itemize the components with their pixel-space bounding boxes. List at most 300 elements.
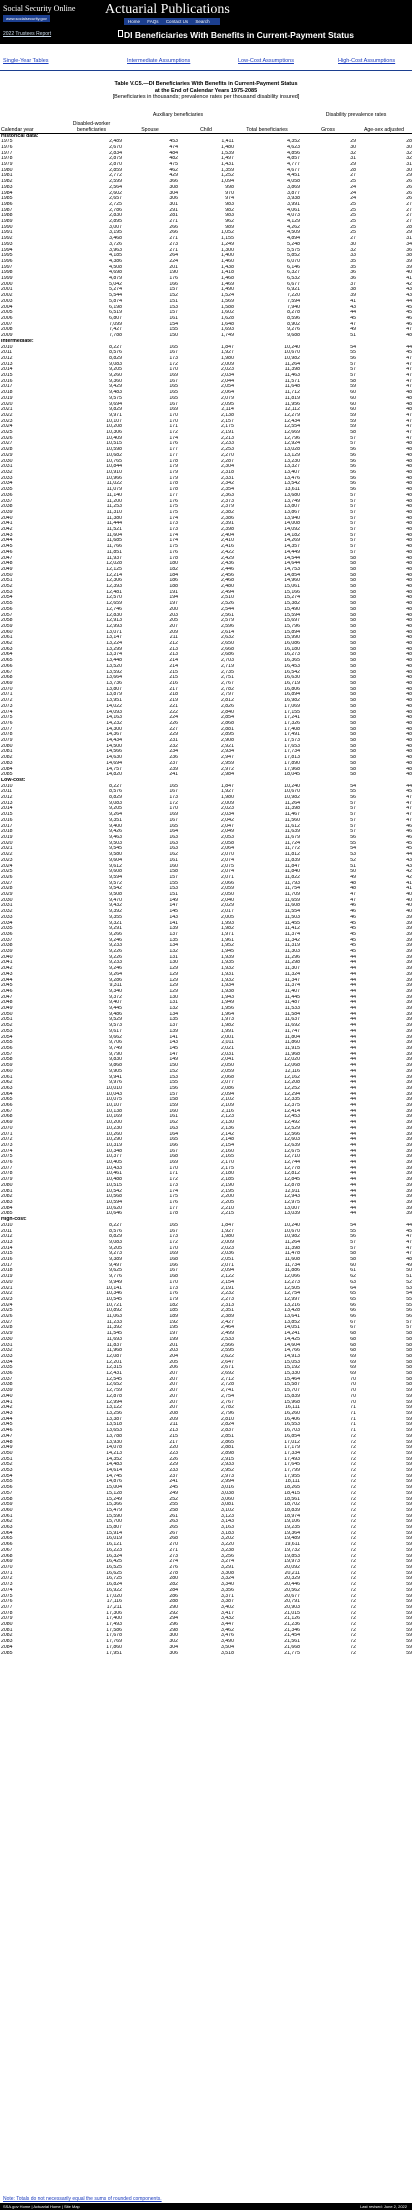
- table-cell: 59: [406, 1507, 412, 1513]
- table-cell: 9,426: [109, 829, 123, 835]
- table-cell: 10,346: [106, 1291, 123, 1297]
- table-cell: 2,053: [220, 834, 234, 840]
- table-cell: 40: [406, 897, 412, 903]
- table-cell: 35: [350, 258, 356, 264]
- table-cell: 59: [406, 1587, 412, 1593]
- table-cell: 167: [169, 817, 178, 823]
- table-cell: 48: [406, 601, 412, 607]
- table-cell: 12,554: [284, 424, 301, 430]
- table-cell: 2030: [1, 458, 13, 464]
- table-cell: 12,431: [106, 1371, 123, 1377]
- col-worker: Disabled-worker beneficiaries: [61, 119, 122, 133]
- table-cell: 48: [406, 652, 412, 658]
- table-cell: 165: [169, 384, 178, 390]
- table-cell: 44: [350, 966, 356, 972]
- site-footer: [0, 2203, 412, 2210]
- table-cell: 2085: [1, 772, 13, 778]
- table-caption: [0, 81, 412, 101]
- table-cell: 57: [350, 373, 356, 379]
- table-cell: 17,491: [284, 732, 301, 738]
- table-cell: 44: [350, 1182, 356, 1188]
- table-cell: 39: [406, 1177, 412, 1183]
- table-cell: 59: [406, 1502, 412, 1508]
- table-cell: 4,677: [287, 167, 301, 173]
- table-cell: 1997: [1, 264, 13, 270]
- table-cell: 2,041: [220, 1057, 234, 1063]
- table-cell: 15,590: [106, 1513, 123, 1519]
- table-cell: 2082: [1, 1194, 13, 1200]
- table-cell: 141: [169, 920, 178, 926]
- table-cell: 2,058: [220, 840, 234, 846]
- table-cell: 58: [350, 378, 356, 384]
- table-cell: 40: [406, 903, 412, 909]
- table-cell: 2,074: [220, 857, 234, 863]
- table-cell: 13,867: [284, 509, 301, 515]
- table-cell: 175: [169, 509, 178, 515]
- table-cell: 2072: [1, 698, 13, 704]
- table-cell: 48: [406, 618, 412, 624]
- table-cell: 11,968: [106, 1348, 123, 1354]
- table-cell: 11,724: [284, 840, 301, 846]
- table-cell: 13,542: [284, 481, 301, 487]
- table-cell: 2,868: [220, 720, 234, 726]
- table-cell: 3,447: [220, 1622, 234, 1628]
- table-cell: 39: [406, 914, 412, 920]
- table-cell: 233: [169, 1468, 178, 1474]
- table-cell: 2,952: [220, 1468, 234, 1474]
- site-name[interactable]: Social Security Online: [3, 4, 76, 13]
- tab-intermediate[interactable]: Intermediate Assumptions: [127, 58, 191, 64]
- table-cell: 11,937: [106, 555, 123, 561]
- table-cell: 168: [169, 1274, 178, 1280]
- table-cell: 10,290: [106, 1137, 123, 1143]
- table-cell: 11,374: [284, 931, 301, 937]
- table-cell: 1992: [1, 236, 13, 242]
- table-cell: 134: [169, 1011, 178, 1017]
- table-cell: 10,966: [106, 475, 123, 481]
- table-cell: 241: [169, 1479, 178, 1485]
- tab-low-cost[interactable]: Low-Cost Assumptions: [238, 58, 294, 64]
- table-cell: 2017: [1, 384, 13, 390]
- table-cell: 15,382: [284, 601, 301, 607]
- table-cell: 11,303: [284, 949, 301, 955]
- table-cell: 13,736: [106, 681, 123, 686]
- table-cell: 13,224: [106, 641, 123, 647]
- table-cell: 5,544: [109, 293, 123, 299]
- table-cell: 20,329: [284, 1576, 301, 1582]
- last-revised: Last revised: June 2, 2022: [360, 2204, 407, 2209]
- table-cell: 2,379: [220, 504, 234, 510]
- table-cell: 72: [350, 1513, 356, 1519]
- table-cell: 3,963: [109, 247, 123, 253]
- table-cell: 132: [169, 1006, 178, 1012]
- table-cell: 14,434: [106, 738, 123, 744]
- table-cell: 276: [169, 1564, 178, 1570]
- table-cell: 14,022: [106, 703, 123, 709]
- table-cell: 288: [169, 1599, 178, 1605]
- section-label: Intermediate:: [1, 338, 34, 344]
- table-cell: 57: [350, 367, 356, 373]
- table-cell: 2026: [1, 874, 13, 880]
- table-cell: 1,980: [220, 1234, 234, 1240]
- table-cell: 2027: [1, 441, 13, 447]
- table-cell: 54: [350, 344, 356, 350]
- trustees-report-link[interactable]: 2022 Trustees Report: [3, 31, 52, 37]
- table-cell: 65: [350, 1296, 356, 1302]
- table-cell: 15,807: [106, 1525, 123, 1531]
- table-cell: 261: [169, 1513, 178, 1519]
- table-cell: 2,786: [109, 207, 123, 213]
- table-cell: 15,464: [284, 1376, 301, 1382]
- table-cell: 9,264: [109, 971, 123, 977]
- table-cell: 12,754: [284, 1291, 301, 1297]
- table-cell: 2028: [1, 1325, 13, 1331]
- table-cell: 264: [169, 253, 178, 259]
- nav-faqs[interactable]: FAQs: [147, 19, 159, 24]
- table-cell: 70: [350, 1393, 356, 1399]
- table-cell: 5,248: [287, 241, 301, 247]
- table-cell: 2005: [1, 310, 13, 316]
- footer-links[interactable]: SSA.gov Home | Actuarial Home | Site Map: [3, 2204, 80, 2209]
- table-cell: 2,031: [220, 1051, 234, 1057]
- table-cell: 14,876: [106, 1479, 123, 1485]
- table-cell: 2033: [1, 1353, 13, 1359]
- table-cell: 17,493: [106, 1622, 123, 1628]
- table-cell: 11,324: [284, 971, 301, 977]
- table-cell: 1,052: [220, 230, 234, 236]
- table-cell: 2074: [1, 1587, 13, 1593]
- table-cell: 2,102: [220, 1097, 234, 1103]
- table-cell: 64: [350, 1285, 356, 1291]
- table-cell: 2,059: [220, 886, 234, 892]
- table-cell: 57: [350, 544, 356, 550]
- table-cell: 58: [350, 698, 356, 704]
- table-cell: 4,777: [287, 162, 301, 168]
- table-cell: 10,010: [106, 1085, 123, 1091]
- table-cell: 2,533: [220, 1336, 234, 1342]
- table-cell: 14,766: [284, 1348, 301, 1354]
- table-cell: 2083: [1, 1639, 13, 1645]
- table-cell: 56: [350, 795, 356, 801]
- table-cell: 54: [406, 1291, 412, 1297]
- table-cell: 11,412: [284, 926, 301, 932]
- table-cell: 17,326: [284, 720, 301, 726]
- table-cell: 167: [169, 1268, 178, 1274]
- nav-search[interactable]: Search: [195, 19, 210, 24]
- table-cell: 200: [169, 606, 178, 612]
- table-cell: 3,195: [109, 230, 123, 236]
- table-cell: 59: [406, 1439, 412, 1445]
- table-note[interactable]: Note: Totals do not necessarily equal the sums of rounded components.: [3, 2196, 162, 2202]
- table-cell: 9,617: [109, 1028, 123, 1034]
- table-cell: 2,050: [220, 1063, 234, 1069]
- table-cell: 9,604: [109, 857, 123, 863]
- table-cell: 13,653: [106, 1428, 123, 1434]
- table-cell: 2065: [1, 1536, 13, 1542]
- table-cell: 2034: [1, 1359, 13, 1365]
- table-cell: 2,066: [220, 880, 234, 886]
- table-cell: 429: [169, 173, 178, 179]
- tab-single-year[interactable]: Single-Year Tables: [3, 58, 49, 64]
- table-cell: 2083: [1, 1199, 13, 1205]
- table-cell: 161: [169, 316, 178, 321]
- table-cell: 169: [169, 407, 178, 413]
- table-cell: 7,788: [109, 333, 123, 339]
- table-cell: 2,075: [220, 863, 234, 869]
- table-cell: 249: [169, 1490, 178, 1496]
- table-cell: 9,276: [287, 327, 301, 333]
- table-cell: 239: [169, 766, 178, 772]
- table-cell: 11,554: [284, 909, 301, 915]
- table-cell: 2018: [1, 390, 13, 396]
- table-cell: 172: [169, 430, 178, 436]
- table-cell: 58: [406, 1342, 412, 1348]
- table-cell: 9,389: [109, 1257, 123, 1263]
- table-cell: 10,200: [106, 1120, 123, 1126]
- table-cell: 2043: [1, 532, 13, 538]
- table-cell: 2,094: [220, 1268, 234, 1274]
- table-cell: 12,659: [106, 601, 123, 607]
- table-cell: 2027: [1, 1319, 13, 1325]
- table-cell: 11,766: [106, 544, 123, 550]
- table-cell: 2046: [1, 549, 13, 555]
- table-cell: 169: [169, 373, 178, 379]
- table-cell: 47: [406, 435, 412, 441]
- table-cell: 1,602: [220, 310, 234, 316]
- table-cell: 30: [350, 144, 356, 150]
- table-cell: 2016: [1, 817, 13, 823]
- table-cell: 17,799: [284, 1468, 301, 1474]
- table-cell: 10,107: [106, 1103, 123, 1109]
- table-cell: 2,051: [220, 1257, 234, 1263]
- table-cell: 143: [169, 1040, 178, 1046]
- table-cell: 9,360: [109, 378, 123, 384]
- table-cell: 16,922: [106, 1587, 123, 1593]
- table-cell: 2,001: [220, 1034, 234, 1040]
- table-cell: 59: [406, 1599, 412, 1605]
- tab-high-cost[interactable]: High-Cost Assumptions: [338, 58, 396, 64]
- table-cell: 2020: [1, 1279, 13, 1285]
- table-cell: 51: [406, 1274, 412, 1280]
- table-cell: 13,299: [106, 646, 123, 652]
- table-cell: 9,483: [109, 390, 123, 396]
- table-cell: 47: [406, 378, 412, 384]
- table-cell: 58: [350, 578, 356, 584]
- table-cell: 10,598: [106, 447, 123, 453]
- nav-home[interactable]: Home: [128, 19, 141, 24]
- table-cell: 2077: [1, 726, 13, 732]
- table-cell: 2,165: [220, 1154, 234, 1160]
- table-cell: 172: [169, 800, 178, 806]
- table-cell: 44: [350, 1068, 356, 1074]
- table-cell: 4,185: [109, 253, 123, 259]
- table-cell: 2021: [1, 846, 13, 852]
- table-cell: 1983: [1, 184, 13, 190]
- table-cell: 2,865: [220, 1439, 234, 1445]
- table-cell: 3,518: [220, 1650, 234, 1656]
- table-cell: 2,741: [220, 1388, 234, 1394]
- table-cell: 58: [350, 584, 356, 590]
- table-cell: 26: [406, 196, 412, 202]
- table-cell: 1996: [1, 258, 13, 264]
- table-cell: 56: [350, 469, 356, 475]
- table-cell: 1994: [1, 247, 13, 253]
- table-cell: 2038: [1, 1382, 13, 1388]
- table-cell: 2084: [1, 766, 13, 772]
- table-cell: 44: [350, 1051, 356, 1057]
- table-cell: 11,455: [284, 920, 301, 926]
- table-cell: 48: [406, 606, 412, 612]
- table-cell: 47: [406, 1251, 412, 1257]
- table-cell: 69: [350, 1371, 356, 1377]
- table-cell: 1,993: [220, 920, 234, 926]
- table-cell: 2011: [1, 350, 13, 356]
- table-cell: 2,933: [220, 1462, 234, 1468]
- table-cell: 44: [350, 1000, 356, 1006]
- table-cell: 150: [169, 333, 178, 339]
- table-cell: 12,492: [284, 1120, 301, 1126]
- table-cell: 9,291: [109, 926, 123, 932]
- table-cell: 59: [406, 1525, 412, 1531]
- table-cell: 48: [406, 646, 412, 652]
- table-cell: 1,411: [221, 139, 234, 145]
- table-cell: 58: [350, 641, 356, 647]
- table-cell: 3,869: [287, 184, 301, 190]
- table-cell: 2,304: [220, 464, 234, 470]
- table-cell: 72: [350, 1485, 356, 1491]
- table-cell: 168: [169, 1257, 178, 1263]
- table-cell: 14,269: [284, 538, 301, 544]
- table-cell: 61: [350, 1268, 356, 1274]
- table-cell: 11,310: [106, 509, 123, 515]
- table-cell: 39: [406, 1154, 412, 1160]
- table-cell: 48: [406, 766, 412, 772]
- table-cell: 48: [406, 504, 412, 510]
- table-cell: 48: [406, 509, 412, 515]
- table-cell: 11,503: [284, 914, 301, 920]
- table-cell: 9,445: [109, 1006, 123, 1012]
- table-cell: 2055: [1, 601, 13, 607]
- table-cell: 59: [406, 1519, 412, 1525]
- table-cell: 2,797: [220, 692, 234, 698]
- table-cell: 306: [169, 1650, 178, 1656]
- table-cell: 5,042: [109, 281, 123, 287]
- table-cell: 58: [406, 1382, 412, 1388]
- table-cell: 39: [406, 1211, 412, 1217]
- table-cell: 36: [350, 270, 356, 276]
- table-cell: 58: [350, 572, 356, 578]
- table-cell: 2054: [1, 1473, 13, 1479]
- table-cell: 12,252: [284, 1085, 301, 1091]
- table-cell: 2,351: [220, 1308, 234, 1314]
- table-cell: 16,365: [284, 658, 301, 664]
- table-cell: 2,142: [220, 1131, 234, 1137]
- table-cell: 47: [406, 418, 412, 424]
- table-cell: 39: [406, 1000, 412, 1006]
- table-cell: 12,812: [284, 1171, 301, 1177]
- table-cell: 3,462: [220, 1627, 234, 1633]
- table-cell: 2049: [1, 566, 13, 572]
- table-cell: 171: [169, 1171, 178, 1177]
- table-cell: 48: [406, 521, 412, 527]
- table-cell: 18,415: [284, 1490, 301, 1496]
- table-cell: 2,210: [220, 1205, 234, 1211]
- table-cell: 3,007: [109, 224, 123, 230]
- table-cell: 10,545: [106, 1296, 123, 1302]
- nav-contact[interactable]: Contact Us: [165, 19, 189, 24]
- table-cell: 2023: [1, 857, 13, 863]
- table-cell: 3,417: [220, 1610, 234, 1616]
- table-cell: 15,061: [284, 584, 301, 590]
- table-cell: 147: [169, 903, 178, 909]
- table-cell: 46: [350, 914, 356, 920]
- table-cell: 1,693: [220, 327, 234, 333]
- table-cell: 12,375: [284, 1103, 301, 1109]
- table-cell: 226: [169, 720, 178, 726]
- table-cell: 2013: [1, 800, 13, 806]
- table-cell: 27: [350, 173, 356, 179]
- table-cell: 18,111: [284, 1479, 301, 1485]
- table-cell: 39: [406, 1085, 412, 1091]
- table-cell: 14,630: [106, 755, 123, 761]
- table-cell: 59: [406, 1553, 412, 1559]
- table-cell: 175: [169, 504, 178, 510]
- table-cell: 15,914: [106, 1530, 123, 1536]
- table-cell: 170: [169, 412, 178, 418]
- table-cell: 2073: [1, 703, 13, 709]
- table-cell: 12,975: [284, 1199, 301, 1205]
- table-cell: 14,604: [284, 1342, 301, 1348]
- table-cell: 58: [350, 675, 356, 681]
- table-cell: 41: [406, 886, 412, 892]
- table-cell: 11,342: [284, 937, 301, 943]
- table-cell: 2,810: [220, 1416, 234, 1422]
- site-url[interactable]: www.socialsecurity.gov: [3, 15, 50, 22]
- table-cell: 9,971: [109, 412, 123, 418]
- table-cell: 2,123: [220, 1114, 234, 1120]
- table-cell: 2,895: [220, 732, 234, 738]
- table-cell: 48: [406, 772, 412, 778]
- table-cell: 2052: [1, 1462, 13, 1468]
- table-cell: 2050: [1, 1011, 13, 1017]
- table-cell: 2034: [1, 920, 13, 926]
- table-cell: 45: [350, 949, 356, 955]
- table-cell: 13,071: [106, 629, 123, 635]
- table-cell: 1,949: [220, 1000, 234, 1006]
- table-cell: 14,300: [106, 726, 123, 732]
- table-cell: 1,932: [220, 966, 234, 972]
- table-cell: 221: [169, 703, 178, 709]
- table-cell: 2078: [1, 732, 13, 738]
- table-cell: 2,984: [220, 772, 234, 778]
- table-cell: 258: [169, 1507, 178, 1513]
- table-cell: 15,594: [284, 612, 301, 618]
- table-cell: 12,294: [284, 1091, 301, 1097]
- table-cell: 9,083: [109, 800, 123, 806]
- table-cell: 11,604: [106, 532, 123, 538]
- table-cell: 10,488: [106, 1177, 123, 1183]
- table-cell: 57: [350, 829, 356, 835]
- table-cell: 2,114: [221, 407, 234, 413]
- table-cell: 15,274: [284, 595, 301, 601]
- table-cell: 2085: [1, 1650, 13, 1656]
- table-cell: 167: [169, 789, 178, 795]
- table-cell: 48: [406, 1257, 412, 1263]
- table-cell: 59: [406, 1399, 412, 1405]
- table-cell: 50: [406, 1268, 412, 1274]
- table-cell: 24: [350, 190, 356, 196]
- table-cell: 15,166: [284, 589, 301, 595]
